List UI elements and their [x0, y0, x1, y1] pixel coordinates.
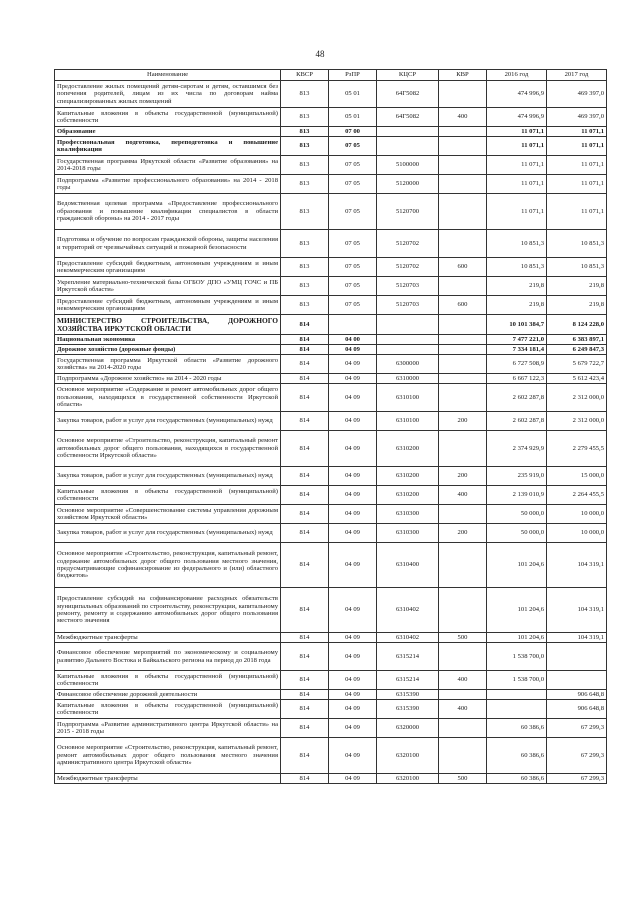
table-row: [55, 156, 607, 175]
cell-kcsr: 5120703: [377, 296, 439, 315]
cell-name: Предоставление субсидий бюджетным, автономным учреждениям и иным некоммерческим организациям: [55, 296, 281, 315]
cell-kvr: 600: [439, 258, 487, 277]
cell-kcsr: 6310000: [377, 374, 439, 384]
cell-kvsr: 814: [281, 412, 329, 431]
cell-kvr: [439, 355, 487, 374]
cell-2017: 10 851,3: [547, 230, 607, 258]
cell-rzpr: 04 09: [329, 355, 377, 374]
cell-rzpr: 04 09: [329, 467, 377, 486]
cell-kcsr: 5120702: [377, 230, 439, 258]
cell-name: Подпрограмма «Развитие административного центра Иркутской области» на 2015 - 2018 годы: [55, 719, 281, 738]
table-row: [55, 643, 607, 671]
cell-2016: 7 477 221,0: [487, 335, 547, 345]
table-row: [55, 505, 607, 524]
cell-kcsr: [377, 335, 439, 345]
cell-kvsr: 813: [281, 175, 329, 194]
cell-name: Основное мероприятие «Совершенствование системы управления дорожным хозяйством Иркутской области»: [55, 505, 281, 524]
cell-kvsr: 813: [281, 156, 329, 175]
cell-rzpr: 04 09: [329, 505, 377, 524]
cell-kcsr: 6320000: [377, 719, 439, 738]
cell-name: Подпрограмма «Дорожное хозяйство» на 2014 - 2020 годы: [55, 374, 281, 384]
cell-kvsr: 813: [281, 258, 329, 277]
cell-kcsr: 6310402: [377, 588, 439, 633]
cell-2017: 5 679 722,7: [547, 355, 607, 374]
cell-name: Ведомственная целевая программа «Предоставление профессионального образования и повышение квалификации специалистов в области гражданской обороны» на 2014 - 2017 годы: [55, 194, 281, 230]
cell-2017: 2 312 000,0: [547, 384, 607, 412]
table-row: [55, 374, 607, 384]
cell-2016: 10 101 384,7: [487, 315, 547, 335]
cell-rzpr: 04 09: [329, 671, 377, 690]
cell-kvsr: 814: [281, 700, 329, 719]
cell-kcsr: [377, 315, 439, 335]
cell-kvr: [439, 543, 487, 588]
cell-rzpr: [329, 315, 377, 335]
cell-2016: 50 000,0: [487, 524, 547, 543]
cell-2017: 104 319,1: [547, 633, 607, 643]
cell-2016: 11 071,1: [487, 156, 547, 175]
cell-kvr: [439, 156, 487, 175]
cell-kvr: [439, 137, 487, 156]
cell-2016: 2 602 287,8: [487, 412, 547, 431]
cell-2016: [487, 700, 547, 719]
cell-kcsr: 6310100: [377, 412, 439, 431]
cell-kvr: 500: [439, 633, 487, 643]
cell-2017: 10 000,0: [547, 524, 607, 543]
cell-kvsr: 814: [281, 543, 329, 588]
cell-name: Основное мероприятие «Содержание и ремонт автомобильных дорог общего пользования, находящихся в государственной собственности Иркутской области»: [55, 384, 281, 412]
cell-2017: 67 299,3: [547, 738, 607, 774]
cell-kvr: [439, 588, 487, 633]
cell-2016: 1 538 700,0: [487, 671, 547, 690]
cell-rzpr: 04 09: [329, 431, 377, 467]
cell-kvr: [439, 315, 487, 335]
cell-2016: 101 204,6: [487, 588, 547, 633]
cell-2016: 50 000,0: [487, 505, 547, 524]
cell-name: Государственная программа Иркутской области «Развитие дорожного хозяйства» на 2014-2020 годы: [55, 355, 281, 374]
cell-kvr: [439, 175, 487, 194]
cell-kvsr: 813: [281, 277, 329, 296]
cell-rzpr: 05 01: [329, 108, 377, 127]
cell-kvr: 400: [439, 700, 487, 719]
table-row: [55, 524, 607, 543]
cell-2017: 104 319,1: [547, 588, 607, 633]
cell-rzpr: 04 09: [329, 412, 377, 431]
cell-kcsr: 5120702: [377, 258, 439, 277]
cell-name: Подпрограмма «Развитие профессионального образования» на 2014 - 2018 годы: [55, 175, 281, 194]
cell-kvsr: 814: [281, 690, 329, 700]
cell-2017: 2 279 455,5: [547, 431, 607, 467]
cell-kcsr: 5120000: [377, 175, 439, 194]
cell-name: Государственная программа Иркутской области «Развитие образования» на 2014-2018 годы: [55, 156, 281, 175]
table-row: [55, 194, 607, 230]
cell-kvr: [439, 505, 487, 524]
cell-kcsr: 6315214: [377, 671, 439, 690]
cell-kvsr: 813: [281, 108, 329, 127]
cell-name: Предоставление субсидий бюджетным, автономным учреждениям и иным некоммерческим организациям: [55, 258, 281, 277]
cell-kvsr: 813: [281, 230, 329, 258]
cell-rzpr: 07 05: [329, 277, 377, 296]
cell-rzpr: 04 09: [329, 700, 377, 719]
cell-rzpr: 04 09: [329, 384, 377, 412]
cell-kcsr: 6310200: [377, 486, 439, 505]
cell-kvsr: 814: [281, 384, 329, 412]
cell-2017: 10 851,3: [547, 258, 607, 277]
table-body: [55, 81, 607, 784]
cell-2017: 5 612 423,4: [547, 374, 607, 384]
cell-name: Профессиональная подготовка, переподготовка и повышение квалификации: [55, 137, 281, 156]
col-header-2017: 2017 год: [547, 70, 607, 81]
cell-kvsr: 814: [281, 671, 329, 690]
cell-2017: 2 264 455,5: [547, 486, 607, 505]
table-row: [55, 543, 607, 588]
cell-kvr: 400: [439, 671, 487, 690]
cell-kvsr: 814: [281, 643, 329, 671]
cell-2017: 15 000,0: [547, 467, 607, 486]
cell-kvsr: 813: [281, 127, 329, 137]
table-row: [55, 355, 607, 374]
cell-2017: 11 071,1: [547, 127, 607, 137]
cell-name: Финансовое обеспечение дорожной деятельности: [55, 690, 281, 700]
cell-rzpr: 04 09: [329, 345, 377, 355]
cell-kvr: [439, 335, 487, 345]
cell-kvsr: 813: [281, 81, 329, 108]
table-row: [55, 175, 607, 194]
cell-kvsr: 814: [281, 738, 329, 774]
cell-kvsr: 814: [281, 335, 329, 345]
cell-kcsr: 6315390: [377, 690, 439, 700]
cell-kcsr: 5120703: [377, 277, 439, 296]
cell-rzpr: 07 05: [329, 175, 377, 194]
cell-name: Дорожное хозяйство (дорожные фонды): [55, 345, 281, 355]
cell-rzpr: 04 09: [329, 524, 377, 543]
cell-name: Подготовка и обучение по вопросам гражданской обороны, защиты населения и территорий от чрезвычайных ситуаций и пожарной безопасности: [55, 230, 281, 258]
cell-2017: 2 312 000,0: [547, 412, 607, 431]
table-row: [55, 719, 607, 738]
cell-kcsr: [377, 345, 439, 355]
table-row: [55, 467, 607, 486]
cell-2016: 6 727 508,9: [487, 355, 547, 374]
cell-2017: 219,8: [547, 296, 607, 315]
cell-kcsr: 6320100: [377, 774, 439, 784]
cell-2016: 60 386,6: [487, 774, 547, 784]
cell-kvsr: 814: [281, 355, 329, 374]
cell-name: Основное мероприятие «Строительство, реконструкция, капитальный ремонт автомобильных дорог общего пользования, находящихся в государственной собственности Иркутской области»: [55, 431, 281, 467]
table-row: [55, 335, 607, 345]
cell-kvr: [439, 127, 487, 137]
cell-rzpr: 04 09: [329, 374, 377, 384]
cell-kvsr: 814: [281, 524, 329, 543]
cell-kvr: [439, 230, 487, 258]
table-row: [55, 258, 607, 277]
cell-2016: 11 071,1: [487, 127, 547, 137]
cell-kvsr: 813: [281, 137, 329, 156]
budget-table: [54, 69, 607, 784]
cell-2017: 469 397,0: [547, 108, 607, 127]
cell-2016: [487, 690, 547, 700]
cell-2016: 11 071,1: [487, 137, 547, 156]
cell-kvsr: 814: [281, 374, 329, 384]
cell-kvr: [439, 194, 487, 230]
cell-kcsr: 6310200: [377, 431, 439, 467]
cell-name: Закупка товаров, работ и услуг для государственных (муниципальных) нужд: [55, 467, 281, 486]
cell-2017: 906 648,8: [547, 690, 607, 700]
cell-2016: 11 071,1: [487, 194, 547, 230]
cell-rzpr: 07 05: [329, 194, 377, 230]
cell-kcsr: 6310402: [377, 633, 439, 643]
cell-rzpr: 04 09: [329, 690, 377, 700]
cell-name: Капитальные вложения в объекты государственной (муниципальной) собственности: [55, 700, 281, 719]
cell-kcsr: 6310200: [377, 467, 439, 486]
cell-kvr: [439, 384, 487, 412]
cell-kcsr: 6310300: [377, 524, 439, 543]
cell-2016: 101 204,6: [487, 633, 547, 643]
cell-kcsr: 6315214: [377, 643, 439, 671]
cell-2016: 474 996,9: [487, 81, 547, 108]
cell-kvsr: 814: [281, 774, 329, 784]
cell-2017: 11 071,1: [547, 194, 607, 230]
cell-kcsr: 6310100: [377, 384, 439, 412]
table-row: [55, 431, 607, 467]
table-row: [55, 700, 607, 719]
table-row: [55, 738, 607, 774]
cell-name: Капитальные вложения в объекты государственной (муниципальной) собственности: [55, 108, 281, 127]
cell-rzpr: 04 09: [329, 643, 377, 671]
table-row: [55, 137, 607, 156]
cell-2016: 2 139 010,9: [487, 486, 547, 505]
col-header-name: Наименование: [55, 70, 281, 81]
cell-2016: 235 919,0: [487, 467, 547, 486]
cell-kcsr: [377, 127, 439, 137]
cell-rzpr: 04 09: [329, 738, 377, 774]
table-row: [55, 277, 607, 296]
cell-kvr: 200: [439, 467, 487, 486]
table-header-row: [55, 70, 607, 81]
cell-name: Закупка товаров, работ и услуг для государственных (муниципальных) нужд: [55, 524, 281, 543]
cell-rzpr: 07 05: [329, 156, 377, 175]
cell-2017: 67 299,3: [547, 719, 607, 738]
cell-kvr: [439, 345, 487, 355]
cell-2016: 6 667 122,3: [487, 374, 547, 384]
table-row: [55, 108, 607, 127]
table-row: [55, 315, 607, 335]
cell-2017: [547, 643, 607, 671]
cell-name: Национальная экономика: [55, 335, 281, 345]
cell-rzpr: 07 05: [329, 137, 377, 156]
cell-kcsr: 6310300: [377, 505, 439, 524]
cell-kvsr: 814: [281, 719, 329, 738]
cell-kcsr: 5100000: [377, 156, 439, 175]
cell-kvsr: 814: [281, 345, 329, 355]
table-row: [55, 230, 607, 258]
cell-name: Предоставление субсидий на софинансирование расходных обязательств муниципальных образований по строительству, реконструкции, капитальному ремонту, ремонту и содержанию автомобильных дорог общего пользования местного значения: [55, 588, 281, 633]
cell-2017: 11 071,1: [547, 156, 607, 175]
table-row: [55, 774, 607, 784]
cell-kvr: [439, 738, 487, 774]
cell-name: Финансовое обеспечение мероприятий по экономическому и социальному развитию Дальнего Востока и Байкальского региона на период до 2018 года: [55, 643, 281, 671]
cell-kvr: 400: [439, 486, 487, 505]
cell-2017: [547, 671, 607, 690]
table-row: [55, 588, 607, 633]
cell-rzpr: 04 09: [329, 543, 377, 588]
cell-2016: 219,8: [487, 277, 547, 296]
cell-kvr: 600: [439, 296, 487, 315]
cell-rzpr: 04 09: [329, 774, 377, 784]
cell-2017: 219,8: [547, 277, 607, 296]
table-row: [55, 690, 607, 700]
cell-kcsr: 64Г5082: [377, 81, 439, 108]
col-header-kvr: КВР: [439, 70, 487, 81]
cell-2016: 60 386,6: [487, 719, 547, 738]
cell-rzpr: 07 05: [329, 296, 377, 315]
cell-2017: 6 383 897,1: [547, 335, 607, 345]
table-row: [55, 384, 607, 412]
cell-name: МИНИСТЕРСТВО СТРОИТЕЛЬСТВА, ДОРОЖНОГО ХОЗЯЙСТВА ИРКУТСКОЙ ОБЛАСТИ: [55, 315, 281, 335]
cell-2016: 11 071,1: [487, 175, 547, 194]
table-row: [55, 486, 607, 505]
cell-2017: 469 397,0: [547, 81, 607, 108]
cell-kvr: [439, 374, 487, 384]
col-header-kcsr: КЦСР: [377, 70, 439, 81]
col-header-kvsr: КВСР: [281, 70, 329, 81]
col-header-2016: 2016 год: [487, 70, 547, 81]
cell-name: Основное мероприятие «Строительство, реконструкция, капитальный ремонт, ремонт автомобильных дорог общего пользования местного значения административного центра Иркутской области»: [55, 738, 281, 774]
cell-name: Межбюджетные трансферты: [55, 633, 281, 643]
table-row: [55, 412, 607, 431]
table-row: [55, 671, 607, 690]
cell-kvsr: 814: [281, 431, 329, 467]
cell-kvr: 200: [439, 524, 487, 543]
cell-rzpr: 07 05: [329, 230, 377, 258]
cell-kcsr: [377, 137, 439, 156]
table-row: [55, 345, 607, 355]
cell-kcsr: 6320100: [377, 738, 439, 774]
cell-2017: 11 071,1: [547, 137, 607, 156]
cell-name: Межбюджетные трансферты: [55, 774, 281, 784]
cell-2017: 906 648,8: [547, 700, 607, 719]
cell-name: Основное мероприятие «Строительство, реконструкция, капитальный ремонт, содержание автомобильных дорог общего пользования местного значения, предусматривающие софинансирование из федерального и (или) областного бюджетов»: [55, 543, 281, 588]
cell-kcsr: 6315390: [377, 700, 439, 719]
cell-rzpr: 05 01: [329, 81, 377, 108]
table-row: [55, 81, 607, 108]
cell-kcsr: 64Г5082: [377, 108, 439, 127]
cell-2016: 2 374 929,9: [487, 431, 547, 467]
cell-kvr: [439, 643, 487, 671]
cell-2017: 10 000,0: [547, 505, 607, 524]
cell-2016: 474 996,9: [487, 108, 547, 127]
cell-kvsr: 813: [281, 296, 329, 315]
table-row: [55, 127, 607, 137]
cell-rzpr: 04 00: [329, 335, 377, 345]
cell-name: Предоставление жилых помещений детям-сиротам и детям, оставшимся без попечения родителей, лицам из их числа по договорам найма специализированных жилых помещений: [55, 81, 281, 108]
cell-2016: 7 334 181,4: [487, 345, 547, 355]
cell-kvr: 400: [439, 108, 487, 127]
cell-2017: 11 071,1: [547, 175, 607, 194]
table-row: [55, 296, 607, 315]
cell-2017: 6 249 847,3: [547, 345, 607, 355]
cell-rzpr: 04 09: [329, 588, 377, 633]
cell-kvsr: 814: [281, 486, 329, 505]
cell-kvr: [439, 81, 487, 108]
cell-2016: 101 204,6: [487, 543, 547, 588]
cell-kcsr: 6310400: [377, 543, 439, 588]
cell-rzpr: 07 05: [329, 258, 377, 277]
cell-kvr: [439, 431, 487, 467]
col-header-rzpr: РзПР: [329, 70, 377, 81]
cell-2017: 8 124 228,0: [547, 315, 607, 335]
cell-2016: 10 851,3: [487, 230, 547, 258]
cell-name: Укрепление материально-технической базы ОГБОУ ДПО «УМЦ ГОЧС и ПБ Иркутской области»: [55, 277, 281, 296]
cell-2016: 1 538 700,0: [487, 643, 547, 671]
cell-name: Капитальные вложения в объекты государственной (муниципальной) собственности: [55, 486, 281, 505]
cell-rzpr: 04 09: [329, 486, 377, 505]
cell-name: Образование: [55, 127, 281, 137]
cell-kvr: [439, 690, 487, 700]
cell-kvsr: 813: [281, 194, 329, 230]
cell-kvr: 200: [439, 412, 487, 431]
cell-kvr: 500: [439, 774, 487, 784]
table-row: [55, 633, 607, 643]
cell-2016: 60 386,6: [487, 738, 547, 774]
cell-name: Закупка товаров, работ и услуг для государственных (муниципальных) нужд: [55, 412, 281, 431]
cell-rzpr: 04 09: [329, 633, 377, 643]
cell-kvr: [439, 719, 487, 738]
cell-kcsr: 6300000: [377, 355, 439, 374]
cell-kvsr: 814: [281, 467, 329, 486]
cell-name: Капитальные вложения в объекты государственной (муниципальной) собственности: [55, 671, 281, 690]
cell-kvsr: 814: [281, 633, 329, 643]
cell-2016: 219,8: [487, 296, 547, 315]
cell-2016: 10 851,3: [487, 258, 547, 277]
cell-rzpr: 07 00: [329, 127, 377, 137]
cell-2017: 104 319,1: [547, 543, 607, 588]
cell-2017: 67 299,3: [547, 774, 607, 784]
cell-rzpr: 04 09: [329, 719, 377, 738]
cell-kvsr: 814: [281, 315, 329, 335]
cell-2016: 2 602 287,8: [487, 384, 547, 412]
cell-kvsr: 814: [281, 505, 329, 524]
page-number: 48: [315, 49, 325, 59]
cell-kvr: [439, 277, 487, 296]
cell-kvsr: 814: [281, 588, 329, 633]
cell-kcsr: 5120700: [377, 194, 439, 230]
